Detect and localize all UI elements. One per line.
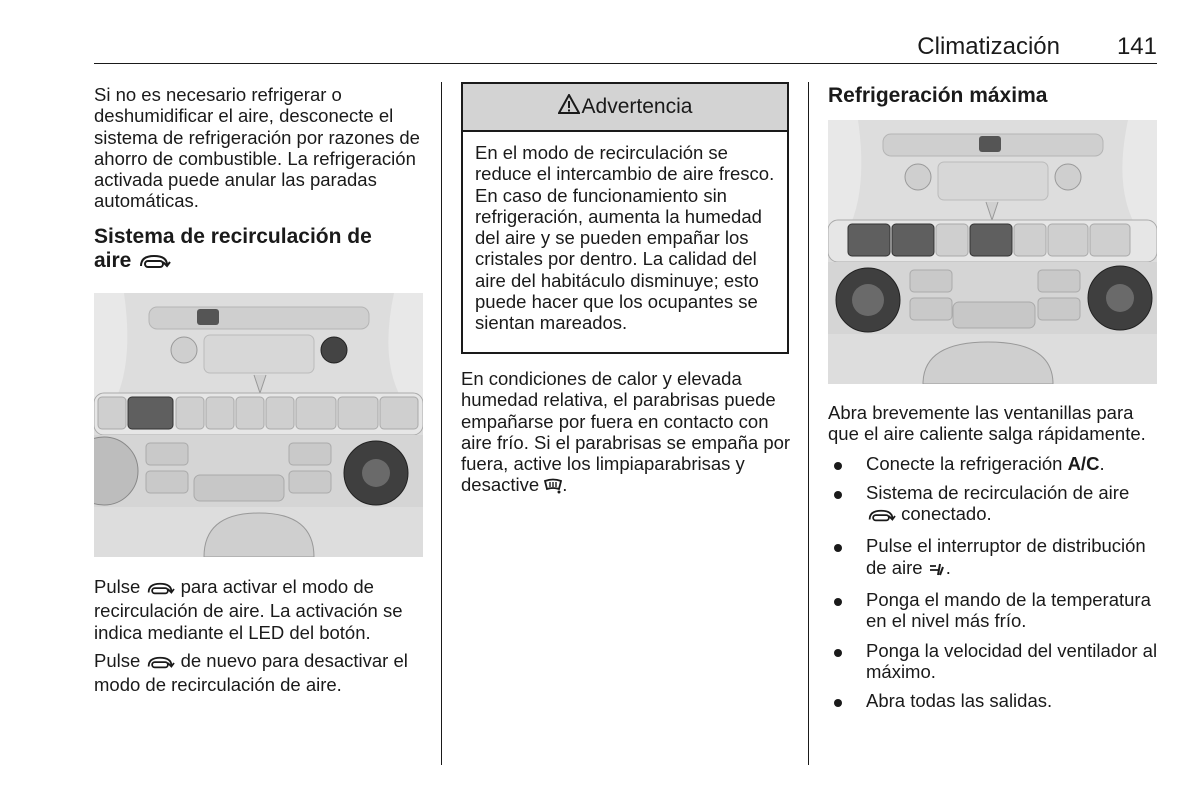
list-item-text: Ponga el mando de la temperatura en el nivel más frío. — [866, 589, 1151, 632]
bullet-dot — [834, 598, 842, 606]
bullet-dot — [834, 462, 842, 470]
climate-panel-figure-max-cooling — [828, 120, 1157, 384]
recirculation-heading — [94, 225, 428, 276]
intro-paragraph: Si no es necesario refrigerar o deshumidificar el aire, desconecte el sistema de refrigeración por razones de ahorro de combustible. La refrigeración activada puede anular las paradas automáticas. — [94, 84, 420, 212]
list-item-text: Pulse el interruptor de distribución de aire — [866, 535, 1146, 578]
list-item-text: Abra todas las salidas. — [866, 690, 1053, 712]
warning-triangle-icon — [558, 94, 580, 120]
activate-text-after: para activar el modo de recirculación de aire. La activación se indica mediante el LED del botón. — [94, 576, 403, 643]
warning-body: En el modo de recirculación se reduce el intercambio de aire fresco. En caso de funcionamiento sin refrigeración, aumenta la humedad del aire y se pueden empañar los cristales por dentro. La calidad del aire del habitáculo disminuye; esto puede hacer que los ocupantes se sientan mareados. — [475, 142, 775, 334]
warning-header — [463, 84, 787, 132]
deactivate-text-before: Pulse — [94, 649, 141, 671]
list-item-text: Ponga la velocidad del ventilador al máximo. — [866, 639, 1158, 682]
recirculation-icon — [145, 579, 175, 600]
recirculation-icon — [137, 252, 171, 276]
bullet-dot — [834, 699, 842, 707]
left-column — [94, 84, 428, 276]
running-title: Climatización — [917, 33, 1060, 60]
windshield-defrost-icon — [544, 477, 562, 498]
recirculation-icon — [145, 653, 175, 674]
air-distribution-icon — [928, 560, 946, 581]
activate-text-before: Pulse — [94, 576, 141, 597]
ac-label: A/C — [1067, 452, 1100, 474]
header-divider — [94, 63, 1157, 64]
max-cooling-heading: Refrigeración máxima — [828, 84, 1048, 107]
bullet-dot — [834, 649, 842, 657]
list-item — [828, 453, 1160, 474]
right-paragraph: Abra brevemente las ventanillas para que el aire caliente salga rápidamente. — [828, 402, 1146, 445]
page-number: 141 — [1116, 33, 1157, 60]
max-cooling-steps — [828, 453, 1160, 712]
activate-paragraph — [94, 576, 428, 643]
bullet-dot — [834, 544, 842, 552]
warning-title: Advertencia — [581, 95, 693, 118]
climate-panel-figure-recirculation — [94, 293, 423, 557]
recirculation-icon — [866, 506, 896, 527]
deactivate-paragraph — [94, 650, 428, 696]
warning-box — [461, 82, 789, 354]
list-item-text: Sistema de recirculación de aire — [866, 481, 1130, 503]
list-item — [828, 535, 1160, 581]
list-item — [828, 482, 1160, 528]
left-column-lower — [94, 576, 428, 695]
right-column-heading — [828, 84, 1158, 108]
middle-paragraph — [461, 368, 791, 499]
list-item — [828, 589, 1160, 632]
middle-column — [461, 368, 791, 499]
list-item — [828, 690, 1160, 711]
middle-end-punct: . — [562, 474, 568, 496]
heading-line1: Sistema de recirculación de — [94, 224, 372, 248]
deactivate-text-after: de nuevo para desactivar el modo de recirculación de aire. — [94, 649, 408, 696]
list-item — [828, 640, 1160, 683]
list-item-text: Conecte la refrigeración — [866, 452, 1063, 474]
column-divider-right — [808, 82, 809, 765]
heading-line2: aire — [94, 248, 132, 272]
right-column — [828, 402, 1160, 712]
middle-paragraph-text: En condiciones de calor y elevada humedad relativa, el parabrisas puede empañarse por fuera en contacto con aire frío. Si el parabrisas se empaña por fuera, active los limpiaparabrisas y desactive — [461, 368, 791, 496]
list-item-punct: . — [945, 556, 951, 578]
column-divider-left — [441, 82, 442, 765]
list-item-punct: . — [1099, 452, 1105, 474]
list-item-text: conectado. — [901, 503, 992, 525]
bullet-dot — [834, 491, 842, 499]
